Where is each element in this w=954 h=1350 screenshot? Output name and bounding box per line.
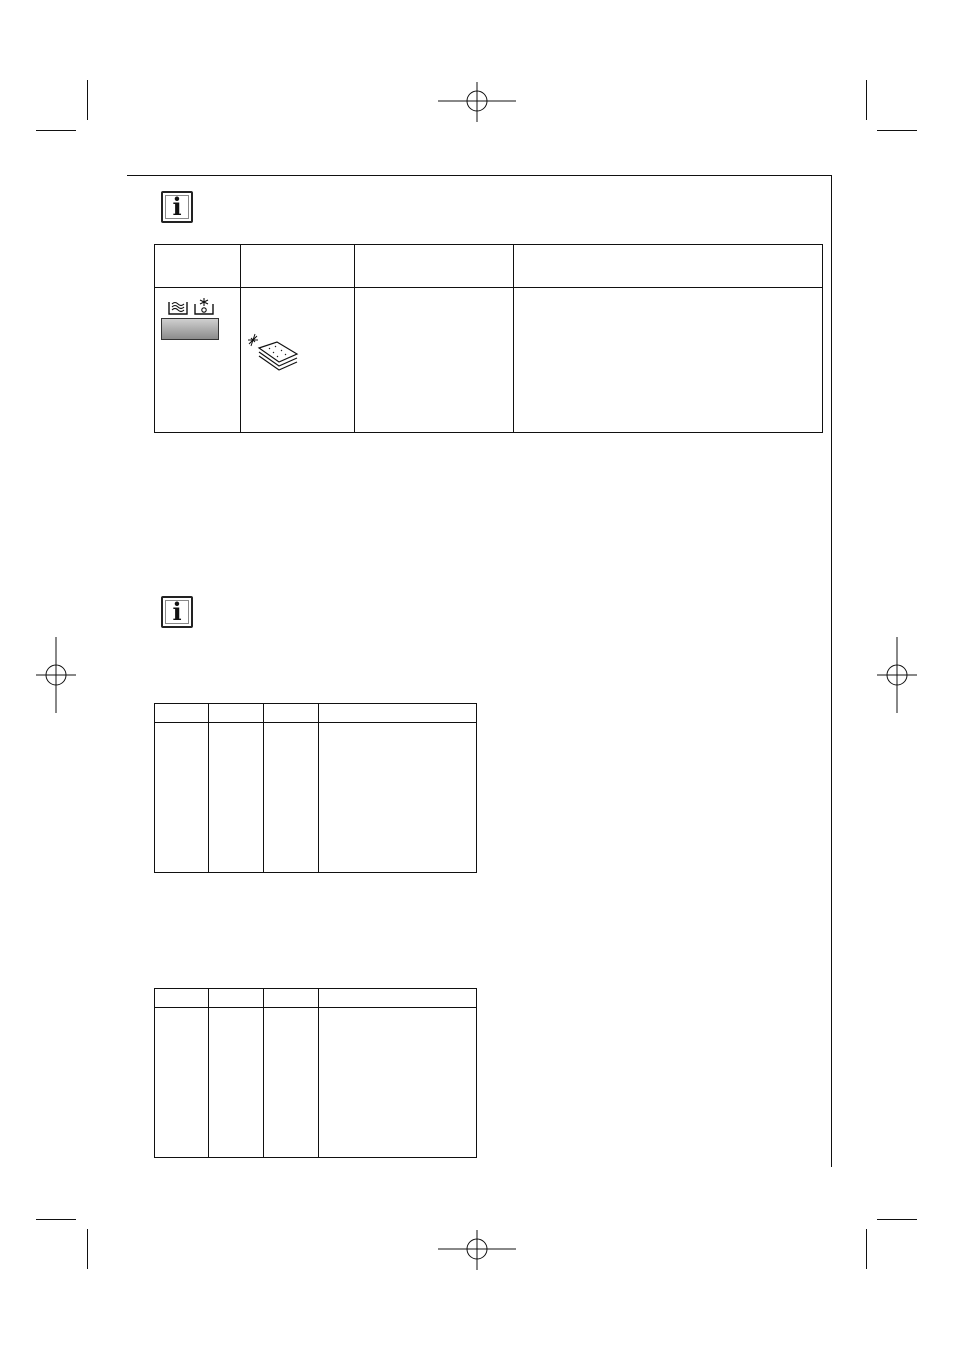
table-header-cell — [319, 989, 477, 1008]
info-icon — [161, 191, 193, 223]
registration-mark-icon — [877, 637, 917, 713]
crop-mark — [866, 80, 867, 120]
crop-mark — [866, 1229, 867, 1269]
page-frame-top — [127, 175, 832, 176]
info-glyph: i — [172, 597, 182, 626]
table-cell — [209, 723, 264, 873]
table-row — [155, 288, 823, 433]
table-header-cell — [264, 704, 319, 723]
page-frame-right — [831, 175, 832, 1167]
table-header-cell — [155, 989, 209, 1008]
table-header-cell — [209, 989, 264, 1008]
table-header-cell — [155, 245, 241, 288]
table-cell — [264, 723, 319, 873]
data-table-2 — [154, 988, 477, 1158]
info-glyph: i — [172, 192, 182, 221]
table-header-cell — [241, 245, 355, 288]
table-cell — [209, 1008, 264, 1158]
soak-and-rinse-symbols — [167, 296, 217, 316]
registration-mark-icon — [438, 82, 516, 122]
crop-mark — [36, 1219, 76, 1220]
table-cell — [155, 1008, 209, 1158]
crop-mark — [877, 1219, 917, 1220]
table-cell — [319, 1008, 477, 1158]
table-cell — [264, 1008, 319, 1158]
registration-mark-icon — [438, 1230, 516, 1270]
crop-mark — [877, 130, 917, 131]
table-cell — [319, 723, 477, 873]
laundry-stack-icon — [247, 332, 303, 374]
crop-mark — [87, 1229, 88, 1269]
table-cell — [155, 723, 209, 873]
table-header-row — [155, 704, 477, 723]
crop-mark — [87, 80, 88, 120]
table-cell — [514, 288, 823, 433]
table-header-row — [155, 245, 823, 288]
table-cell — [241, 288, 355, 433]
table-header-cell — [514, 245, 823, 288]
table-row — [155, 723, 477, 873]
table-cell — [355, 288, 514, 433]
registration-mark-icon — [36, 637, 76, 713]
table-header-cell — [319, 704, 477, 723]
table-cell — [155, 288, 241, 433]
info-icon — [161, 596, 193, 628]
table-header-cell — [209, 704, 264, 723]
control-panel-button[interactable] — [161, 318, 219, 340]
table-header-cell — [264, 989, 319, 1008]
table-header-cell — [155, 704, 209, 723]
table-header-cell — [355, 245, 514, 288]
program-table — [154, 244, 823, 433]
table-row — [155, 1008, 477, 1158]
data-table-1 — [154, 703, 477, 873]
table-header-row — [155, 989, 477, 1008]
crop-mark — [36, 130, 76, 131]
